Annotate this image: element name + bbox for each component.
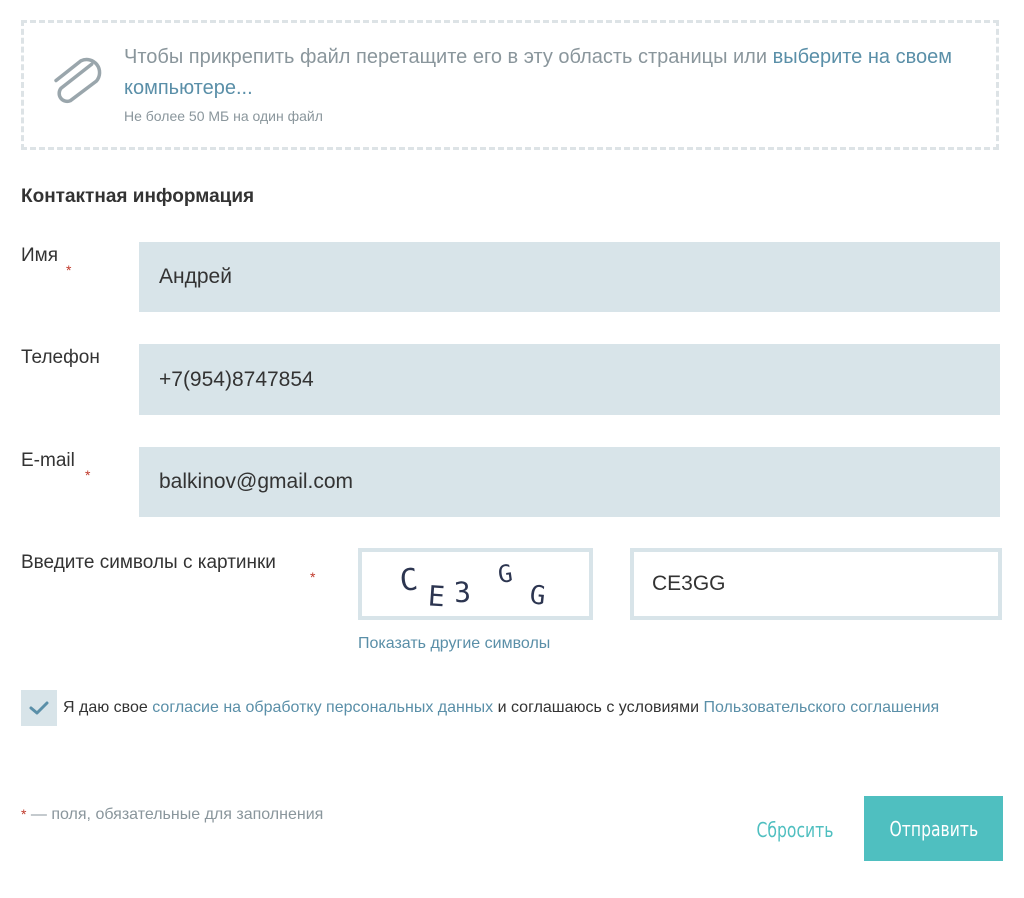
drop-zone-instructions	[124, 42, 974, 104]
section-title: Контактная информация	[21, 186, 255, 207]
reset-button[interactable]: Сбросить	[756, 818, 834, 842]
email-label: E-mail	[21, 450, 75, 471]
consent-text-part: Я даю свое	[63, 699, 153, 716]
captcha-image-glyphs	[362, 552, 589, 616]
svg-text:C: C	[398, 562, 420, 599]
phone-field[interactable]	[139, 344, 1000, 415]
submit-button[interactable]	[864, 796, 1003, 861]
email-field[interactable]	[139, 447, 1000, 517]
refresh-captcha-link[interactable]: Показать другие символы	[358, 635, 551, 652]
captcha-input[interactable]	[630, 548, 1002, 620]
name-label: Имя	[21, 245, 59, 266]
consent-text	[21, 692, 941, 724]
drop-zone-text: Чтобы прикрепить файл перетащите его в эту область страницы или	[124, 46, 773, 68]
user-agreement-link[interactable]: Пользовательского соглашения	[703, 699, 940, 716]
required-fields-note	[21, 806, 323, 824]
submit-button-label: Отправить	[889, 816, 978, 841]
consent-checkbox[interactable]	[21, 690, 57, 726]
svg-text:G: G	[528, 580, 547, 612]
consent-text-part: и соглашаюсь с условиями	[493, 699, 704, 716]
captcha-image	[358, 548, 593, 620]
required-note-text: — поля, обязательные для заполнения	[26, 806, 324, 823]
phone-label: Телефон	[21, 347, 100, 368]
required-asterisk: *	[66, 262, 72, 278]
checkmark-icon	[29, 700, 49, 716]
name-field[interactable]	[139, 242, 1000, 312]
required-asterisk: *	[85, 467, 91, 483]
svg-text:G: G	[496, 559, 515, 589]
svg-text:3: 3	[453, 575, 472, 610]
privacy-consent-link[interactable]: согласие на обработку персональных данных	[152, 699, 494, 716]
required-asterisk: *	[310, 569, 316, 585]
file-size-hint: Не более 50 МБ на один файл	[124, 108, 323, 124]
captcha-label: Введите символы с картинки	[21, 552, 276, 573]
choose-file-link[interactable]: выберите на своем компьютере...	[124, 46, 952, 99]
required-asterisk: *	[21, 806, 27, 822]
svg-text:E: E	[426, 579, 446, 614]
paperclip-icon	[44, 52, 104, 112]
